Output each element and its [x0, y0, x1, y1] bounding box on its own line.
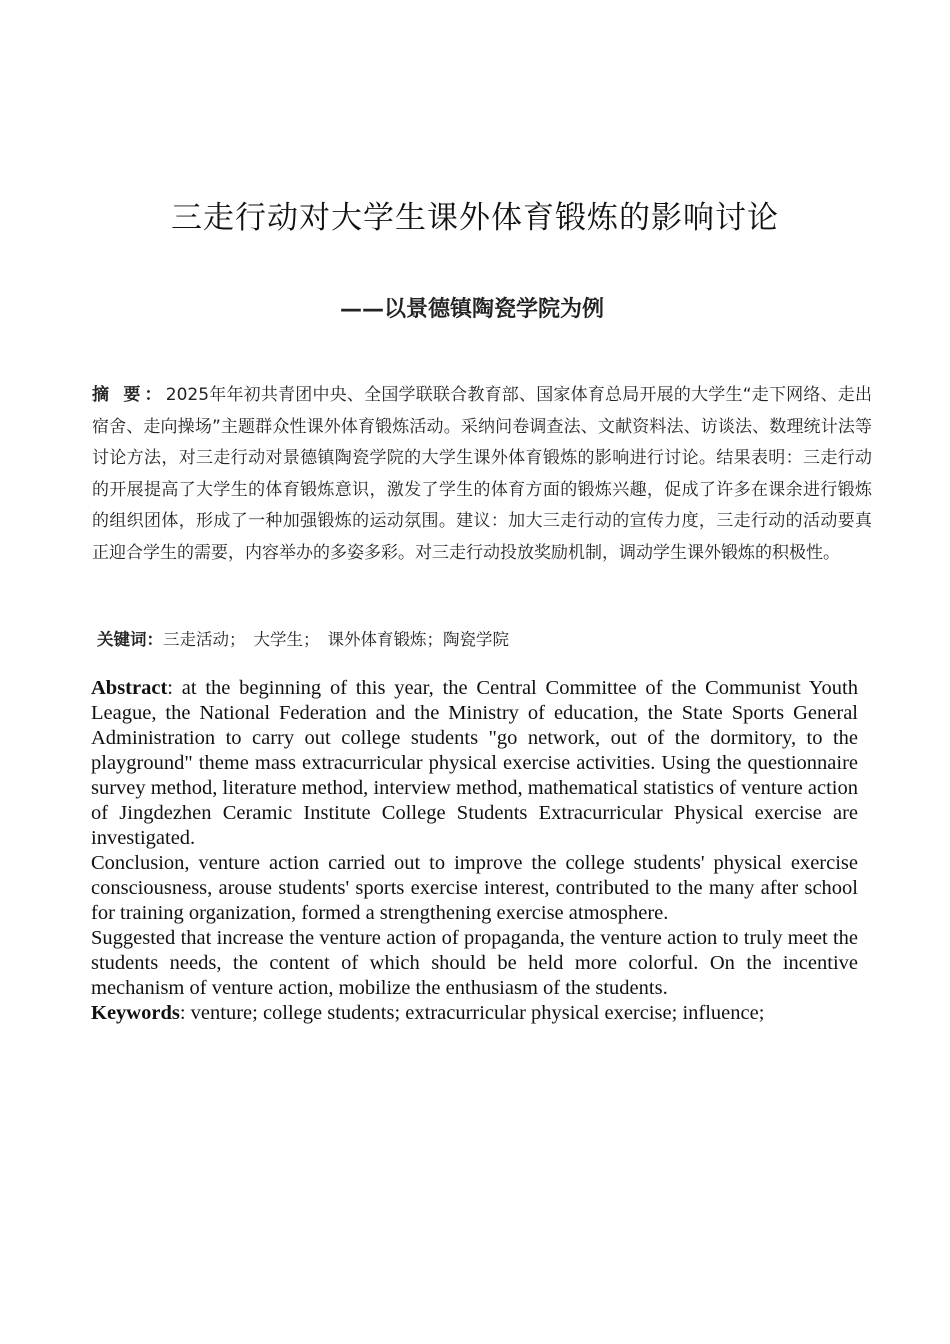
english-abstract-para-3: Suggested that increase the venture action of propaganda, the venture action to truly meet the students needs, the content of which should be held more colorful. On the incentive mechanism of venture action, mobilize the enthusiasm of the students. — [91, 927, 858, 999]
chinese-keywords-label: 关键词： — [97, 630, 163, 649]
chinese-abstract — [92, 380, 872, 569]
paper-title: 三走行动对大学生课外体育锻炼的影响讨论 — [171, 200, 779, 236]
english-keywords-text: : venture; college students; extracurricular physical exercise; influence; — [179, 1002, 765, 1024]
english-abstract-text-1: : at the beginning of this year, the Central Committee of the Communist Youth League, the National Federation and the Ministry of education, the State Sports General Administration to carry out college students "go network, out of the dormitory, to the playground" theme mass extracurricular physical exercise activities. Using the questionnaire survey method, literature method, interview method, mathematical statistics of venture action of Jingdezhen Ceramic Institute College Students Extracurricular Physical exercise are investigated. — [91, 677, 858, 849]
english-abstract-label: Abstract — [91, 677, 168, 699]
english-abstract-para-1 — [91, 676, 858, 851]
chinese-abstract-text: 2025年年初共青团中央、全国学联联合教育部、国家体育总局开展的大学生“走下网络、走出宿舍、走向操场”主题群众性课外体育锻炼活动。采纳问卷调查法、文献资料法、访谈法、数理统计法等讨论方法，对三走行动对景德镇陶瓷学院的大学生课外体育锻炼的影响进行讨论。结果表明：三走行动的开展提高了大学生的体育锻炼意识，激发了学生的体育方面的锻炼兴趣，促成了许多在课余进行锻炼的组织团体，形成了一种加强锻炼的运动氛围。建议：加大三走行动的宣传力度，三走行动的活动要真正迎合学生的需要，内容举办的多姿多彩。对三走行动投放奖励机制，调动学生课外锻炼的积极性。 — [92, 385, 872, 563]
chinese-abstract-label: 摘 要： — [92, 385, 166, 405]
english-keywords — [91, 1001, 858, 1026]
english-abstract-para-2: Conclusion, venture action carried out to improve the college students' physical exercise consciousness, arouse students' sports exercise interest, contributed to the many after school for training organization, formed a strengthening exercise atmosphere. — [91, 852, 858, 924]
paper-subtitle: ——以景德镇陶瓷学院为例 — [340, 297, 605, 322]
chinese-keyword: 课外体育锻炼；陶瓷学院 — [327, 630, 509, 649]
english-abstract — [91, 676, 858, 1026]
chinese-keyword: 三走活动； — [163, 630, 246, 649]
chinese-keywords — [97, 626, 509, 650]
chinese-keyword: 大学生； — [253, 630, 320, 649]
english-keywords-label: Keywords — [91, 1002, 180, 1024]
